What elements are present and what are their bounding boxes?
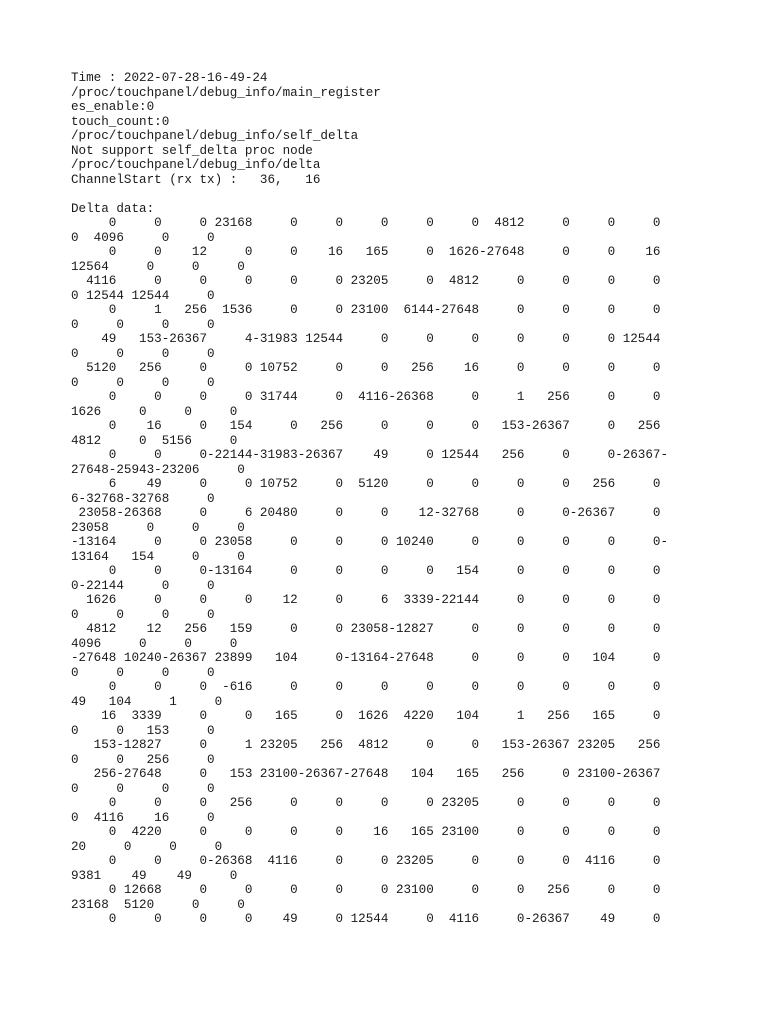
delta-row-line-33: 49 104 1 0 bbox=[71, 694, 223, 709]
delta-row-line-27: 0 0 0 0 bbox=[71, 607, 215, 622]
delta-row-line-24: 0 0 0-13164 0 0 0 0 154 0 0 0 0 bbox=[71, 564, 661, 578]
delta-row-line-15: 4812 0 5156 0 bbox=[71, 433, 238, 448]
delta-row-line-22: -13164 0 0 23058 0 0 0 10240 0 0 0 0 0- bbox=[71, 535, 669, 549]
delta-row-line-0: 0 0 0 23168 0 0 0 0 0 4812 0 0 0 bbox=[71, 216, 661, 230]
delta-row-line-18: 6 49 0 0 10752 0 5120 0 0 0 0 256 0 bbox=[71, 477, 661, 491]
delta-row-line-47: 23168 5120 0 0 bbox=[71, 897, 245, 912]
delta-row-line-16: 0 0 0-22144-31983-26367 49 0 12544 256 0 0-26367- bbox=[71, 448, 669, 462]
delta-row-line-34: 16 3339 0 0 165 0 1626 4220 104 1 256 165 0 bbox=[71, 709, 661, 723]
delta-row-line-25: 0-22144 0 0 bbox=[71, 578, 215, 593]
delta-row-line-8: 49 153-26367 4-31983 12544 0 0 0 0 0 0 12544 bbox=[71, 332, 661, 346]
delta-row-line-30: -27648 10240-26367 23899 104 0-13164-27648 0 0 0 104 0 bbox=[71, 651, 661, 665]
delta-row-line-38: 256-27648 0 153 23100-26367-27648 104 165 256 0 23100-26367 bbox=[71, 767, 661, 781]
header-line-1: /proc/touchpanel/debug_info/main_register bbox=[71, 85, 381, 100]
delta-row-line-39: 0 0 0 0 bbox=[71, 781, 215, 796]
delta-row-line-10: 5120 256 0 0 10752 0 0 256 16 0 0 0 0 bbox=[71, 361, 661, 375]
delta-row-line-36: 153-12827 0 1 23205 256 4812 0 0 153-26367 23205 256 bbox=[71, 738, 661, 752]
delta-row-line-32: 0 0 0 -616 0 0 0 0 0 0 0 0 0 bbox=[71, 680, 661, 694]
delta-row-line-14: 0 16 0 154 0 256 0 0 0 153-26367 0 256 bbox=[71, 419, 661, 433]
delta-row-line-28: 4812 12 256 159 0 0 23058-12827 0 0 0 0 0 bbox=[71, 622, 661, 636]
header-line-3: touch_count:0 bbox=[71, 114, 170, 129]
debug-header bbox=[71, 71, 711, 216]
delta-row-line-37: 0 0 256 0 bbox=[71, 752, 215, 767]
delta-row-line-21: 23058 0 0 0 bbox=[71, 520, 245, 535]
delta-row-line-40: 0 0 0 256 0 0 0 0 23205 0 0 0 0 bbox=[71, 796, 661, 810]
delta-row-line-11: 0 0 0 0 bbox=[71, 375, 215, 390]
delta-row-line-6: 0 1 256 1536 0 0 23100 6144-27648 0 0 0 0 bbox=[71, 303, 661, 317]
delta-row-line-5: 0 12544 12544 0 bbox=[71, 288, 215, 303]
header-line-8 bbox=[71, 187, 711, 202]
delta-row-line-29: 4096 0 0 0 bbox=[71, 636, 238, 651]
header-line-9: Delta data: bbox=[71, 201, 155, 216]
delta-row-line-35: 0 0 153 0 bbox=[71, 723, 215, 738]
delta-row-line-26: 1626 0 0 0 12 0 6 3339-22144 0 0 0 0 bbox=[71, 593, 661, 607]
delta-row-line-19: 6-32768-32768 0 bbox=[71, 491, 215, 506]
delta-row-line-12: 0 0 0 0 31744 0 4116-26368 0 1 256 0 0 bbox=[71, 390, 661, 404]
delta-row-line-13: 1626 0 0 0 bbox=[71, 404, 238, 419]
delta-row-line-1: 0 4096 0 0 bbox=[71, 230, 215, 245]
header-line-0: Time : 2022-07-28-16-49-24 bbox=[71, 71, 268, 85]
header-line-5: Not support self_delta proc node bbox=[71, 143, 313, 158]
delta-row-line-3: 12564 0 0 0 bbox=[71, 259, 245, 274]
delta-row-line-17: 27648-25943-23206 0 bbox=[71, 462, 245, 477]
delta-row-line-2: 0 0 12 0 0 16 165 0 1626-27648 0 0 16 bbox=[71, 245, 661, 259]
delta-row-line-20: 23058-26368 0 6 20480 0 0 12-32768 0 0-26367 0 bbox=[71, 506, 661, 520]
document-page bbox=[71, 71, 711, 927]
delta-row-line-45: 9381 49 49 0 bbox=[71, 868, 238, 883]
header-line-2: es_enable:0 bbox=[71, 100, 155, 114]
header-line-6: /proc/touchpanel/debug_info/delta bbox=[71, 158, 321, 172]
delta-row-line-23: 13164 154 0 0 bbox=[71, 549, 245, 564]
delta-data-table bbox=[71, 216, 711, 927]
delta-row-line-44: 0 0 0-26368 4116 0 0 23205 0 0 0 4116 0 bbox=[71, 854, 661, 868]
header-line-4: /proc/touchpanel/debug_info/self_delta bbox=[71, 129, 359, 143]
delta-row-line-48: 0 0 0 0 49 0 12544 0 4116 0-26367 49 0 bbox=[71, 912, 661, 926]
delta-row-line-46: 0 12668 0 0 0 0 0 23100 0 0 256 0 0 bbox=[71, 883, 661, 897]
delta-row-line-41: 0 4116 16 0 bbox=[71, 810, 215, 825]
delta-row-line-4: 4116 0 0 0 0 0 23205 0 4812 0 0 0 0 bbox=[71, 274, 661, 288]
header-line-7: ChannelStart (rx tx) : 36, 16 bbox=[71, 172, 321, 187]
delta-row-line-31: 0 0 0 0 bbox=[71, 665, 215, 680]
delta-row-line-42: 0 4220 0 0 0 0 16 165 23100 0 0 0 0 bbox=[71, 825, 661, 839]
delta-row-line-9: 0 0 0 0 bbox=[71, 346, 215, 361]
delta-row-line-43: 20 0 0 0 bbox=[71, 839, 223, 854]
delta-row-line-7: 0 0 0 0 bbox=[71, 317, 215, 332]
